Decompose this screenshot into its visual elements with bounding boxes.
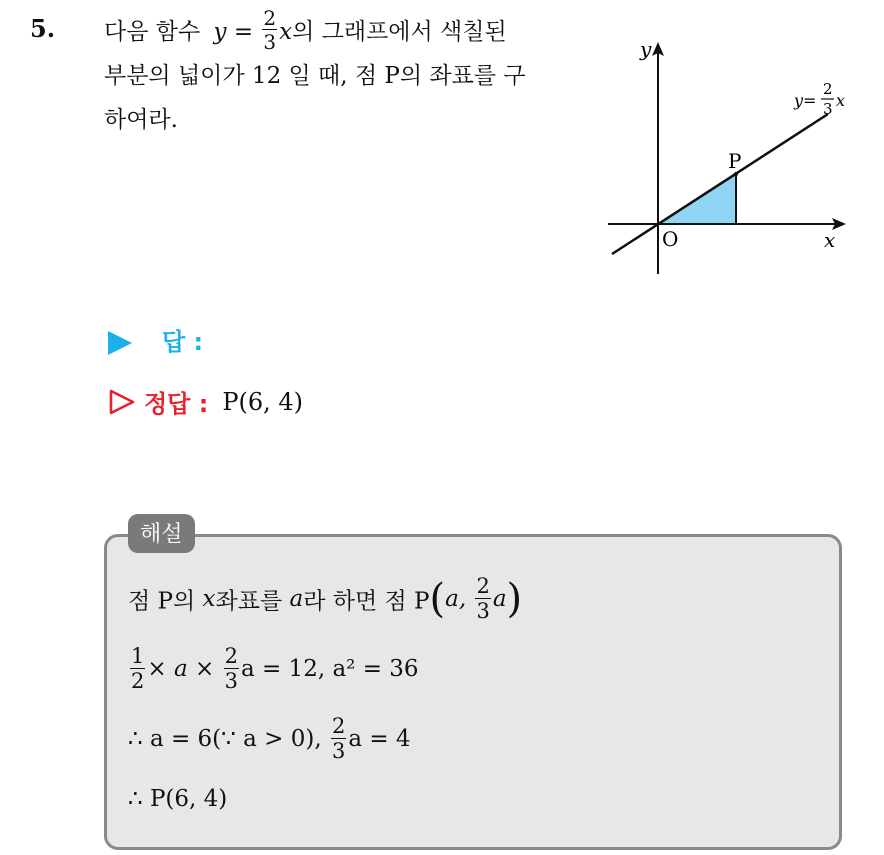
correct-triangle-outline-icon bbox=[108, 388, 136, 416]
question-line-1-end: 의 그래프에서 색칠된 bbox=[292, 19, 507, 45]
function-line bbox=[612, 114, 828, 254]
sol-l1-fraction-den: 3 bbox=[476, 599, 490, 623]
y-axis-label: y bbox=[640, 37, 652, 61]
sol-l2-fraction-2 bbox=[224, 646, 239, 692]
sol-l1-fraction-num: 2 bbox=[476, 574, 490, 598]
solution-line-3 bbox=[128, 716, 411, 762]
equation-x-var: x bbox=[279, 19, 293, 45]
x-axis-label: x bbox=[824, 228, 836, 252]
sol-l2-fraction-2-den: 3 bbox=[224, 669, 238, 693]
question-line-3: 하여라. bbox=[104, 107, 178, 133]
equation-fraction-den: 3 bbox=[263, 30, 277, 54]
sol-l3-end: a = 4 bbox=[348, 726, 411, 752]
line-label-var: x bbox=[836, 91, 846, 110]
point-p-label: P bbox=[728, 149, 742, 173]
correct-answer-value: P(6, 4) bbox=[222, 387, 303, 416]
question-line-1-start: 다음 함수 bbox=[104, 19, 201, 45]
sol-l3-fraction-den: 3 bbox=[331, 739, 346, 763]
correct-answer-label: 정답 : bbox=[144, 390, 209, 418]
origin-label: O bbox=[662, 227, 679, 251]
equation-y-var: y bbox=[213, 19, 227, 45]
sol-l1-x-var: x bbox=[202, 586, 216, 612]
sol-l1-inner-b: a bbox=[492, 586, 507, 612]
sol-l3-fraction bbox=[331, 716, 346, 762]
sol-l2-fraction-1 bbox=[130, 646, 145, 692]
sol-l1-close-paren: ) bbox=[506, 576, 523, 622]
sol-l2-fraction-2-num: 2 bbox=[224, 644, 238, 668]
question-line-1 bbox=[104, 6, 584, 54]
equation-fraction bbox=[262, 8, 277, 52]
question-text bbox=[104, 6, 584, 142]
line-label-den: 3 bbox=[823, 100, 833, 118]
equation-equals: = bbox=[233, 19, 254, 45]
equation-fraction-num: 2 bbox=[263, 6, 277, 30]
graph-svg bbox=[604, 34, 854, 284]
question-line-2: 부분의 넓이가 12 일 때, 점 P의 좌표를 구 bbox=[104, 63, 526, 89]
sol-l2-fraction-1-den: 2 bbox=[131, 669, 145, 693]
sol-l1-then: 라 하면 점 P bbox=[303, 588, 430, 615]
sol-l1-inner-a: a, bbox=[445, 586, 467, 612]
line-label-num: 2 bbox=[823, 80, 833, 98]
solution-line-1 bbox=[128, 576, 522, 622]
answer-triangle-icon bbox=[108, 331, 132, 355]
sol-l1-open-paren: ( bbox=[429, 576, 446, 622]
line-label-prefix: y= bbox=[794, 91, 817, 110]
answer-row bbox=[108, 322, 203, 357]
sol-l2-middle: × a × bbox=[147, 656, 215, 682]
answer-label: 답 : bbox=[162, 328, 204, 356]
sol-l1-fraction bbox=[475, 576, 490, 622]
solution-line-2 bbox=[128, 646, 419, 692]
function-graph bbox=[604, 34, 854, 284]
sol-l2-end: a = 12, a² = 36 bbox=[240, 656, 419, 682]
sol-l1-coord: 좌표를 bbox=[215, 588, 283, 615]
sol-l3-fraction-num: 2 bbox=[331, 714, 346, 738]
sol-l2-fraction-1-num: 1 bbox=[131, 644, 145, 668]
sol-l1-start: 점 P의 bbox=[128, 588, 196, 615]
sol-l1-a-var: a bbox=[289, 586, 304, 612]
solution-tag: 해설 bbox=[128, 514, 195, 553]
sol-l3-start: ∴ a = 6(∵ a > 0), bbox=[128, 726, 322, 752]
correct-answer-row bbox=[108, 384, 303, 419]
question-number: 5. bbox=[30, 14, 56, 43]
solution-line-4: ∴ P(6, 4) bbox=[128, 786, 228, 812]
